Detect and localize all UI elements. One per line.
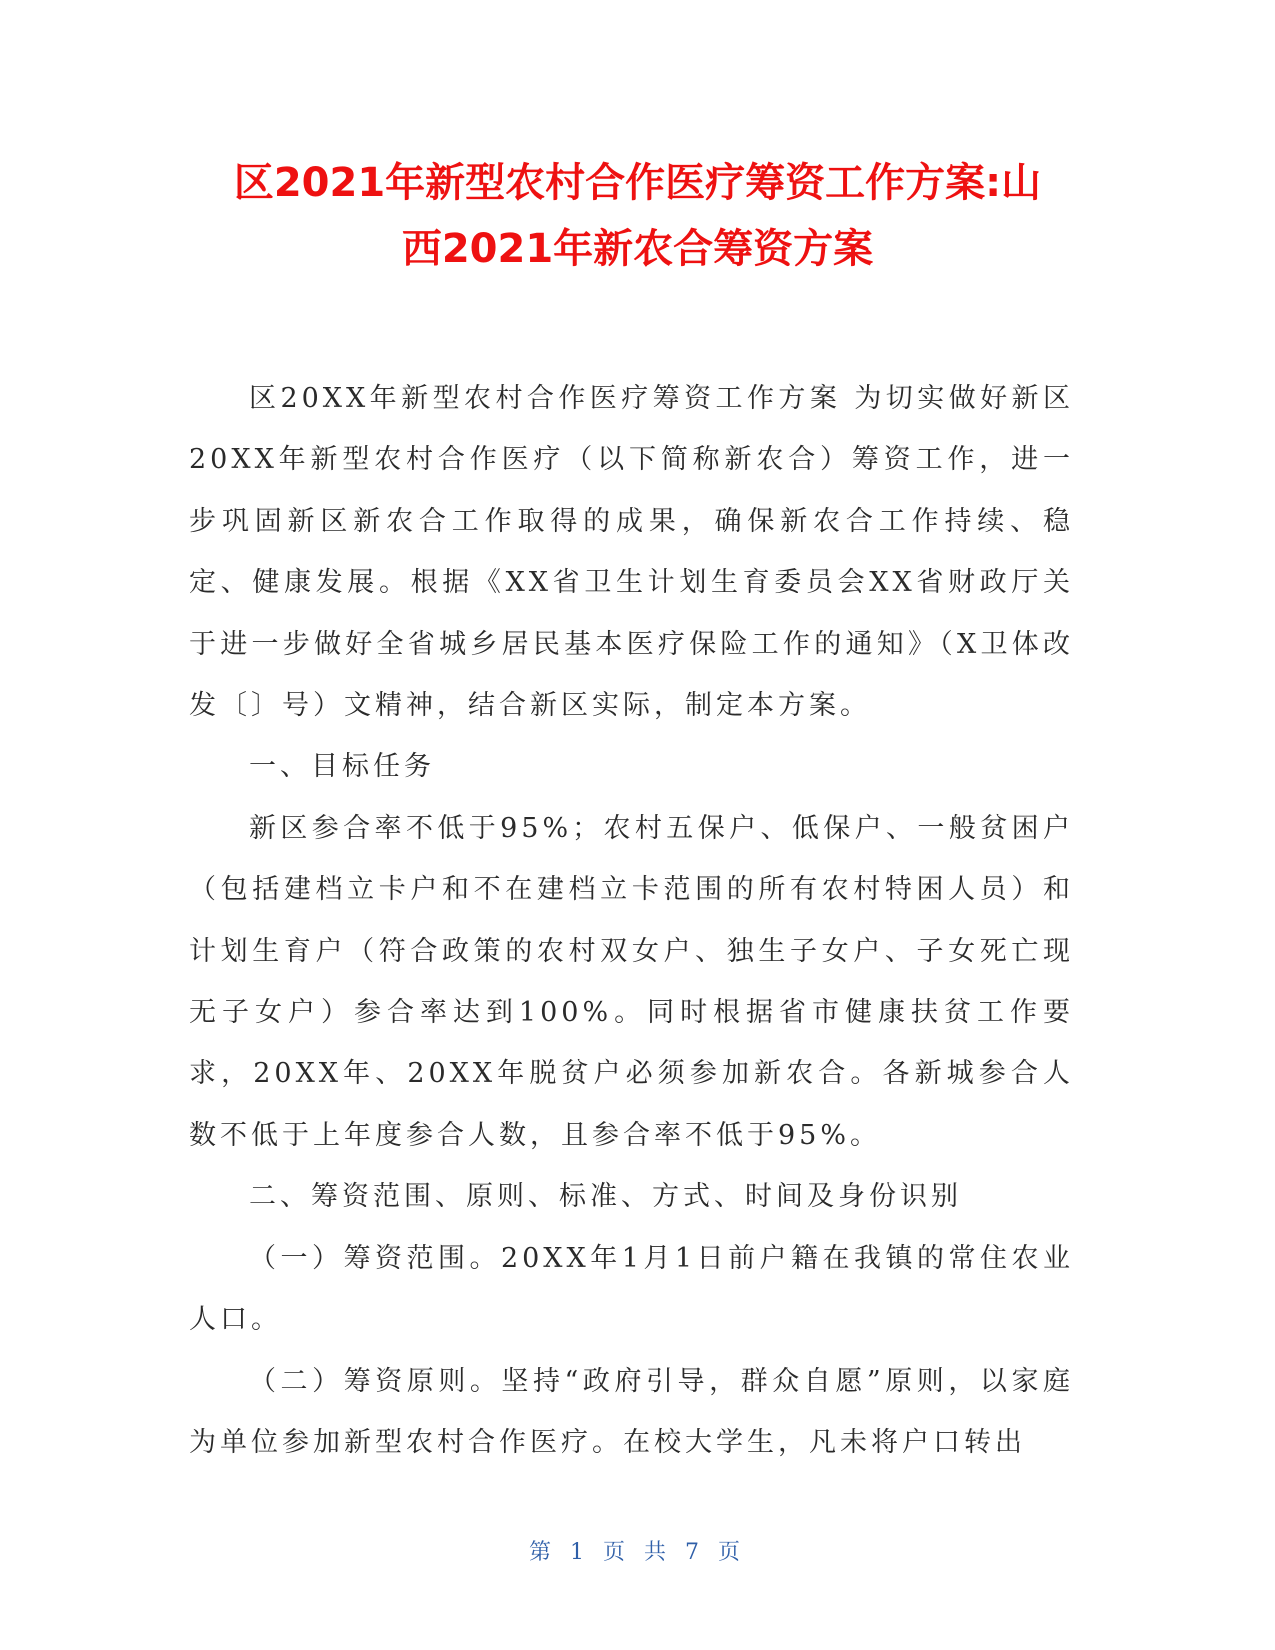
document-body <box>189 368 1074 1473</box>
section-heading-1: 一、目标任务 <box>249 751 435 783</box>
paragraph-targets: 新区参合率不低于95%；农村五保户、低保户、一般贫困户（包括建档立卡户和不在建档立卡范围的所有农村特困人员）和计划生育户（符合政策的农村双女户、独生子女户、子女死亡现无子女户）参合率达到100%。同时根据省市健康扶贫工作要求，20XX年、20XX年脱贫户必须参加新农合。各新城参合人数不低于上年度参合人数，且参合率不低于95%。 <box>189 812 1074 1151</box>
paragraph-intro: 区20XX年新型农村合作医疗筹资工作方案 为切实做好新区20XX年新型农村合作医疗（以下简称新农合）筹资工作，进一步巩固新区新农合工作取得的成果，确保新农合工作持续、稳定、健康发展。根据《XX省卫生计划生育委员会XX省财政厅关于进一步做好全省城乡居民基本医疗保险工作的通知》（X卫体改发〔〕号）文精神，结合新区实际，制定本方案。 <box>189 383 1074 722</box>
document-title <box>150 150 1125 282</box>
section-heading-2: 二、筹资范围、原则、标准、方式、时间及身份识别 <box>249 1181 962 1213</box>
paragraph-scope: （一）筹资范围。20XX年1月1日前户籍在我镇的常住农业人口。 <box>189 1242 1074 1336</box>
title-line-2: 西2021年新农合筹资方案 <box>401 226 874 272</box>
page-number-footer: 第 1 页 共 7 页 <box>529 1540 746 1565</box>
title-line-1: 区2021年新型农村合作医疗筹资工作方案:山 <box>233 160 1042 206</box>
paragraph-principle: （二）筹资原则。坚持“政府引导，群众自愿”原则，以家庭为单位参加新型农村合作医疗。在校大学生，凡未将户口转出 <box>189 1365 1074 1458</box>
